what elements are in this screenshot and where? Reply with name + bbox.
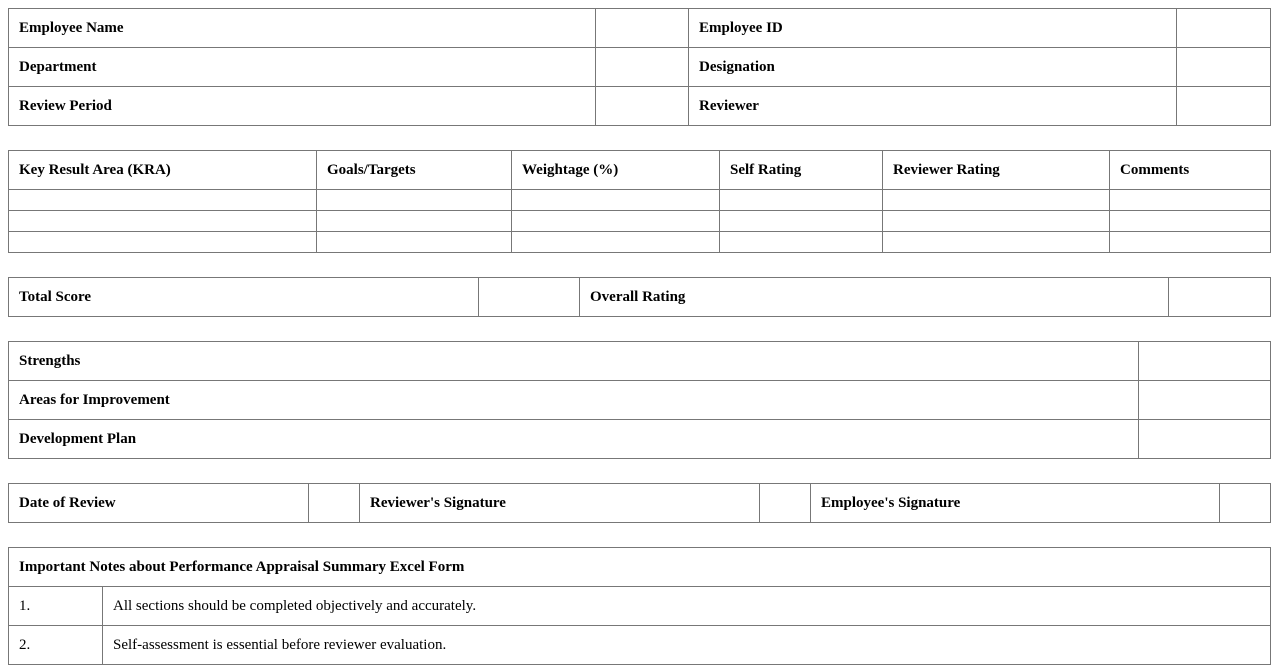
weightage-cell[interactable] [512,190,720,211]
note-number: 1. [9,587,103,626]
kra-table [8,150,1271,253]
date-of-review-label: Date of Review [9,484,309,523]
note-text: Self-assessment is essential before reviewer evaluation. [103,626,1271,665]
employee-name-value-cell[interactable] [596,9,689,48]
overall-rating-value-cell[interactable] [1169,278,1271,317]
table-row [9,626,1271,665]
employee-id-label: Employee ID [689,9,1177,48]
goals-cell[interactable] [317,211,512,232]
overall-rating-label: Overall Rating [580,278,1169,317]
employee-id-value-cell[interactable] [1177,9,1271,48]
signature-table [8,483,1271,523]
note-number: 2. [9,626,103,665]
kra-cell[interactable] [9,211,317,232]
table-row [9,381,1271,420]
table-header-row [9,548,1271,587]
table-row [9,587,1271,626]
table-row [9,211,1271,232]
notes-title: Important Notes about Performance Appraisal Summary Excel Form [9,548,1271,587]
employee-signature-label: Employee's Signature [811,484,1220,523]
department-value-cell[interactable] [596,48,689,87]
goals-cell[interactable] [317,232,512,253]
comments-cell[interactable] [1110,190,1271,211]
feedback-table [8,341,1271,459]
development-plan-label: Development Plan [9,420,1139,459]
improvement-label: Areas for Improvement [9,381,1139,420]
note-text: All sections should be completed objectively and accurately. [103,587,1271,626]
reviewer-rating-cell[interactable] [883,211,1110,232]
table-row [9,87,1271,126]
review-period-label: Review Period [9,87,596,126]
reviewer-signature-label: Reviewer's Signature [360,484,760,523]
table-row [9,420,1271,459]
reviewer-rating-header: Reviewer Rating [883,151,1110,190]
date-of-review-value-cell[interactable] [309,484,360,523]
department-label: Department [9,48,596,87]
table-row [9,278,1271,317]
self-rating-cell[interactable] [720,211,883,232]
reviewer-rating-cell[interactable] [883,232,1110,253]
table-row [9,232,1271,253]
designation-label: Designation [689,48,1177,87]
reviewer-signature-value-cell[interactable] [760,484,811,523]
reviewer-rating-cell[interactable] [883,190,1110,211]
kra-header: Key Result Area (KRA) [9,151,317,190]
review-period-value-cell[interactable] [596,87,689,126]
employee-signature-value-cell[interactable] [1220,484,1271,523]
score-table [8,277,1271,317]
table-header-row [9,151,1271,190]
table-row [9,48,1271,87]
total-score-value-cell[interactable] [479,278,580,317]
table-row [9,342,1271,381]
kra-cell[interactable] [9,232,317,253]
total-score-label: Total Score [9,278,479,317]
comments-cell[interactable] [1110,232,1271,253]
comments-cell[interactable] [1110,211,1271,232]
table-row [9,484,1271,523]
kra-cell[interactable] [9,190,317,211]
reviewer-value-cell[interactable] [1177,87,1271,126]
weightage-cell[interactable] [512,232,720,253]
comments-header: Comments [1110,151,1271,190]
notes-table [8,547,1271,665]
goals-cell[interactable] [317,190,512,211]
employee-info-table [8,8,1271,126]
table-row [9,190,1271,211]
table-row [9,9,1271,48]
employee-name-label: Employee Name [9,9,596,48]
self-rating-cell[interactable] [720,232,883,253]
goals-header: Goals/Targets [317,151,512,190]
designation-value-cell[interactable] [1177,48,1271,87]
strengths-value-cell[interactable] [1139,342,1271,381]
weightage-cell[interactable] [512,211,720,232]
self-rating-cell[interactable] [720,190,883,211]
reviewer-label: Reviewer [689,87,1177,126]
strengths-label: Strengths [9,342,1139,381]
development-plan-value-cell[interactable] [1139,420,1271,459]
improvement-value-cell[interactable] [1139,381,1271,420]
weightage-header: Weightage (%) [512,151,720,190]
self-rating-header: Self Rating [720,151,883,190]
